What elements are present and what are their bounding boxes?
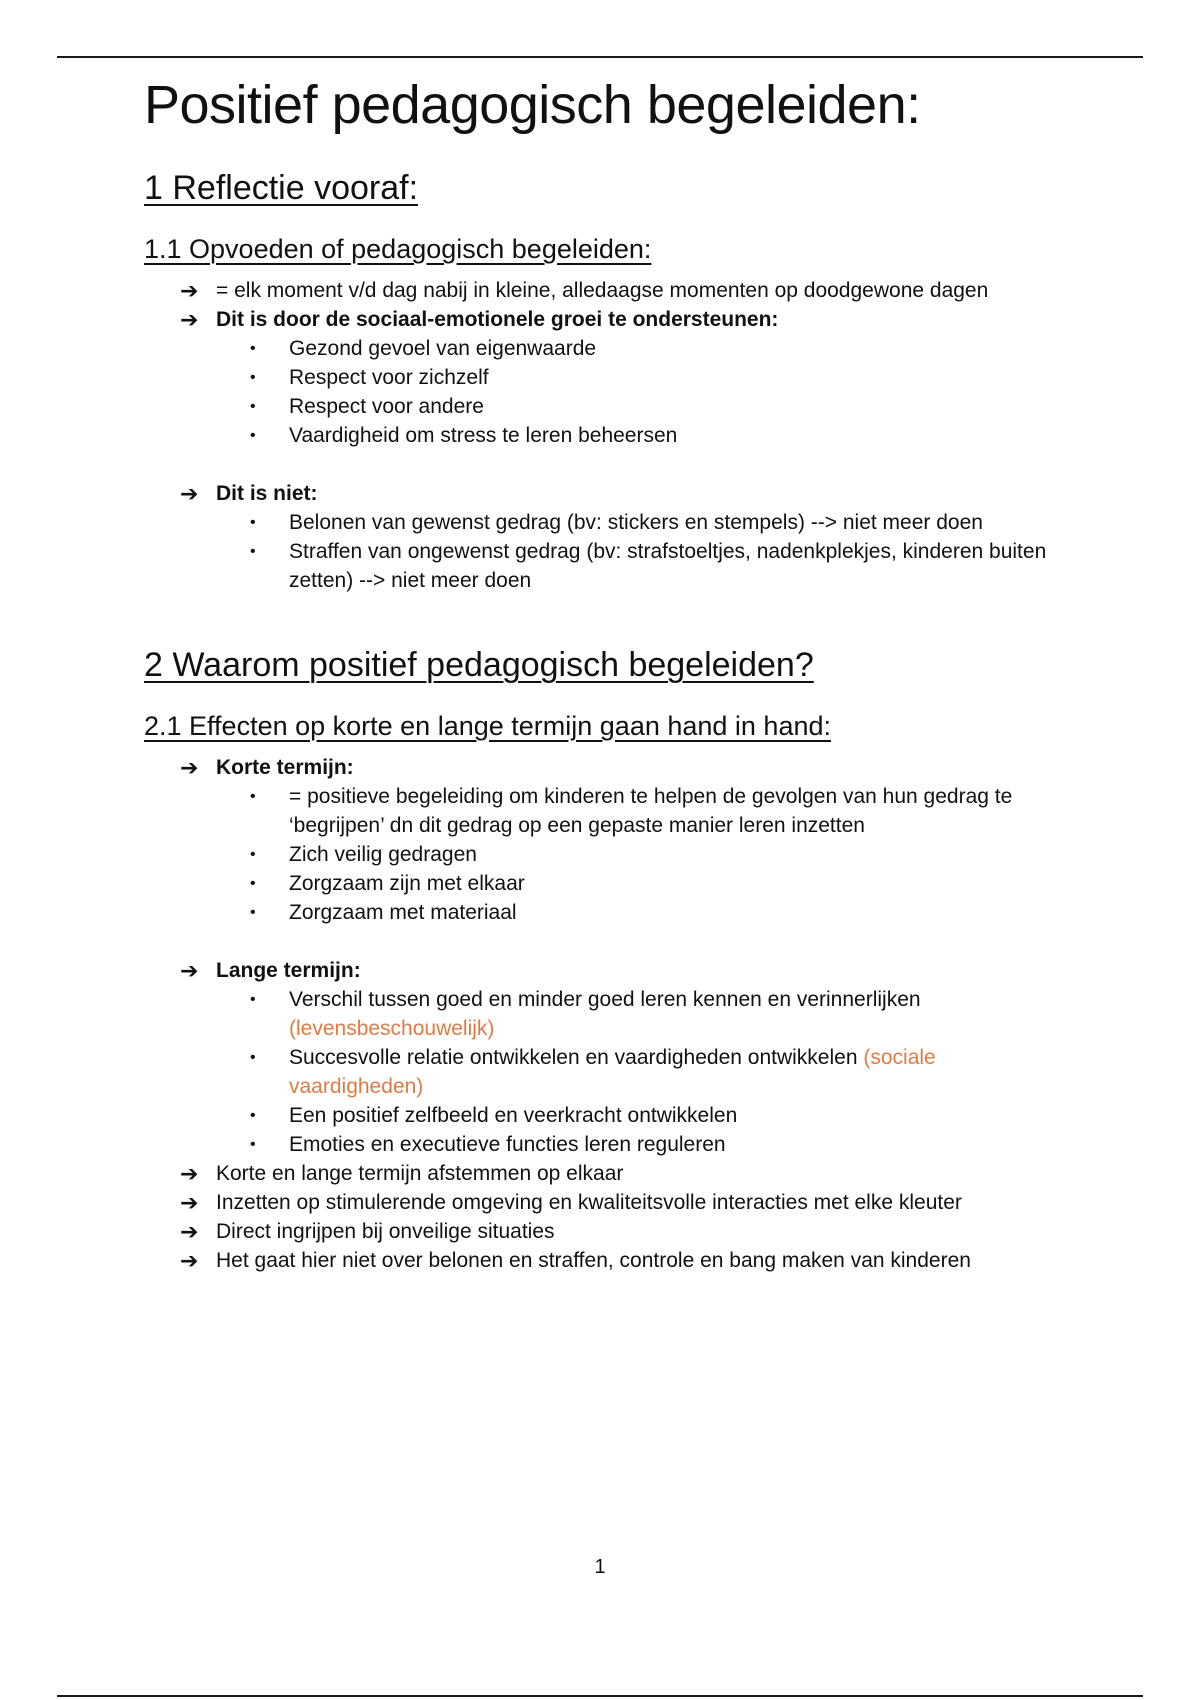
bottom-rule [57, 1695, 1143, 1697]
arrow-item: ➔ Direct ingrijpen bij onveilige situaties [180, 1219, 555, 1244]
arrow-item: ➔ Het gaat hier niet over belonen en straffen, controle en bang maken van kinderen [180, 1248, 971, 1273]
bullet-list [144, 985, 1074, 1159]
document-page [144, 70, 1074, 1275]
bullet-icon: • [250, 1049, 256, 1066]
bullet-icon: • [250, 340, 256, 357]
bullet-list [144, 782, 1074, 927]
bullet-icon: • [250, 514, 256, 531]
list-item: • Een positief zelfbeeld en veerkracht ontwikkelen [144, 1101, 1074, 1130]
list-item: • Zorgzaam zijn met elkaar [144, 869, 1074, 898]
top-rule [57, 56, 1143, 58]
section-heading: 1 Reflectie vooraf: [144, 169, 419, 207]
arrow-item: ➔ Korte en lange termijn afstemmen op elkaar [180, 1161, 624, 1186]
page-number: 1 [594, 1556, 606, 1578]
arrow-item: ➔ Korte termijn: [180, 755, 354, 780]
list-item: • Emoties en executieve functies leren reguleren [144, 1130, 1074, 1159]
subsection-heading: 1.1 Opvoeden of pedagogisch begeleiden: [144, 234, 652, 264]
bullet-icon: • [250, 904, 256, 921]
arrow-item: ➔ Inzetten op stimulerende omgeving en kwaliteitsvolle interacties met elke kleuter [180, 1190, 962, 1215]
list-item: • Belonen van gewenst gedrag (bv: stickers en stempels) --> niet meer doen [144, 508, 1074, 537]
arrow-icon: ➔ [180, 481, 199, 506]
arrow-icon: ➔ [180, 958, 199, 983]
subsection-heading: 2.1 Effecten op korte en lange termijn gaan hand in hand: [144, 711, 831, 741]
list-item: • Zorgzaam met materiaal [144, 898, 1074, 927]
section-heading: 2 Waarom positief pedagogisch begeleiden? [144, 646, 814, 684]
orange-note: (levensbeschouwelijk) [289, 1017, 495, 1040]
arrow-icon: ➔ [180, 1190, 199, 1215]
arrow-icon: ➔ [180, 1161, 199, 1186]
list-item: • Vaardigheid om stress te leren beheersen [144, 421, 1074, 450]
bullet-list [144, 334, 1074, 450]
bullet-icon: • [250, 427, 256, 444]
arrow-icon: ➔ [180, 1248, 199, 1273]
list-item: • Respect voor zichzelf [144, 363, 1074, 392]
bullet-list [144, 508, 1074, 595]
list-item: • Gezond gevoel van eigenwaarde [144, 334, 1074, 363]
list-item: • Straffen van ongewenst gedrag (bv: strafstoeltjes, nadenkplekjes, kinderen buiten zetten) --> niet meer doen [144, 537, 1074, 595]
bullet-icon: • [250, 991, 256, 1008]
bullet-icon: • [250, 788, 256, 805]
arrow-item: ➔ Dit is niet: [180, 481, 318, 506]
arrow-item: ➔ Lange termijn: [180, 958, 361, 983]
bullet-icon: • [250, 543, 256, 560]
arrow-icon: ➔ [180, 307, 199, 332]
bullet-icon: • [250, 1107, 256, 1124]
bullet-icon: • [250, 1136, 256, 1153]
bullet-icon: • [250, 369, 256, 386]
arrow-icon: ➔ [180, 1219, 199, 1244]
document-title: Positief pedagogisch begeleiden: [144, 75, 921, 135]
arrow-icon: ➔ [180, 755, 199, 780]
arrow-icon: ➔ [180, 278, 199, 303]
arrow-item: ➔ = elk moment v/d dag nabij in kleine, alledaagse momenten op doodgewone dagen [180, 278, 989, 303]
arrow-item: ➔ Dit is door de sociaal-emotionele groei te ondersteunen: [180, 307, 779, 332]
list-item: • Verschil tussen goed en minder goed leren kennen en verinnerlijken (levensbeschouwelijk) [144, 985, 1074, 1043]
bullet-icon: • [250, 875, 256, 892]
orange-note: (sociale vaardigheden) [289, 1046, 936, 1098]
list-item: • = positieve begeleiding om kinderen te helpen de gevolgen van hun gedrag te ‘begrijpen’ dn dit gedrag op een gepaste manier leren inzetten [144, 782, 1074, 840]
list-item: • Succesvolle relatie ontwikkelen en vaardigheden ontwikkelen (sociale vaardigheden) [144, 1043, 1074, 1101]
bullet-icon: • [250, 846, 256, 863]
list-item: • Zich veilig gedragen [144, 840, 1074, 869]
bullet-icon: • [250, 398, 256, 415]
list-item: • Respect voor andere [144, 392, 1074, 421]
